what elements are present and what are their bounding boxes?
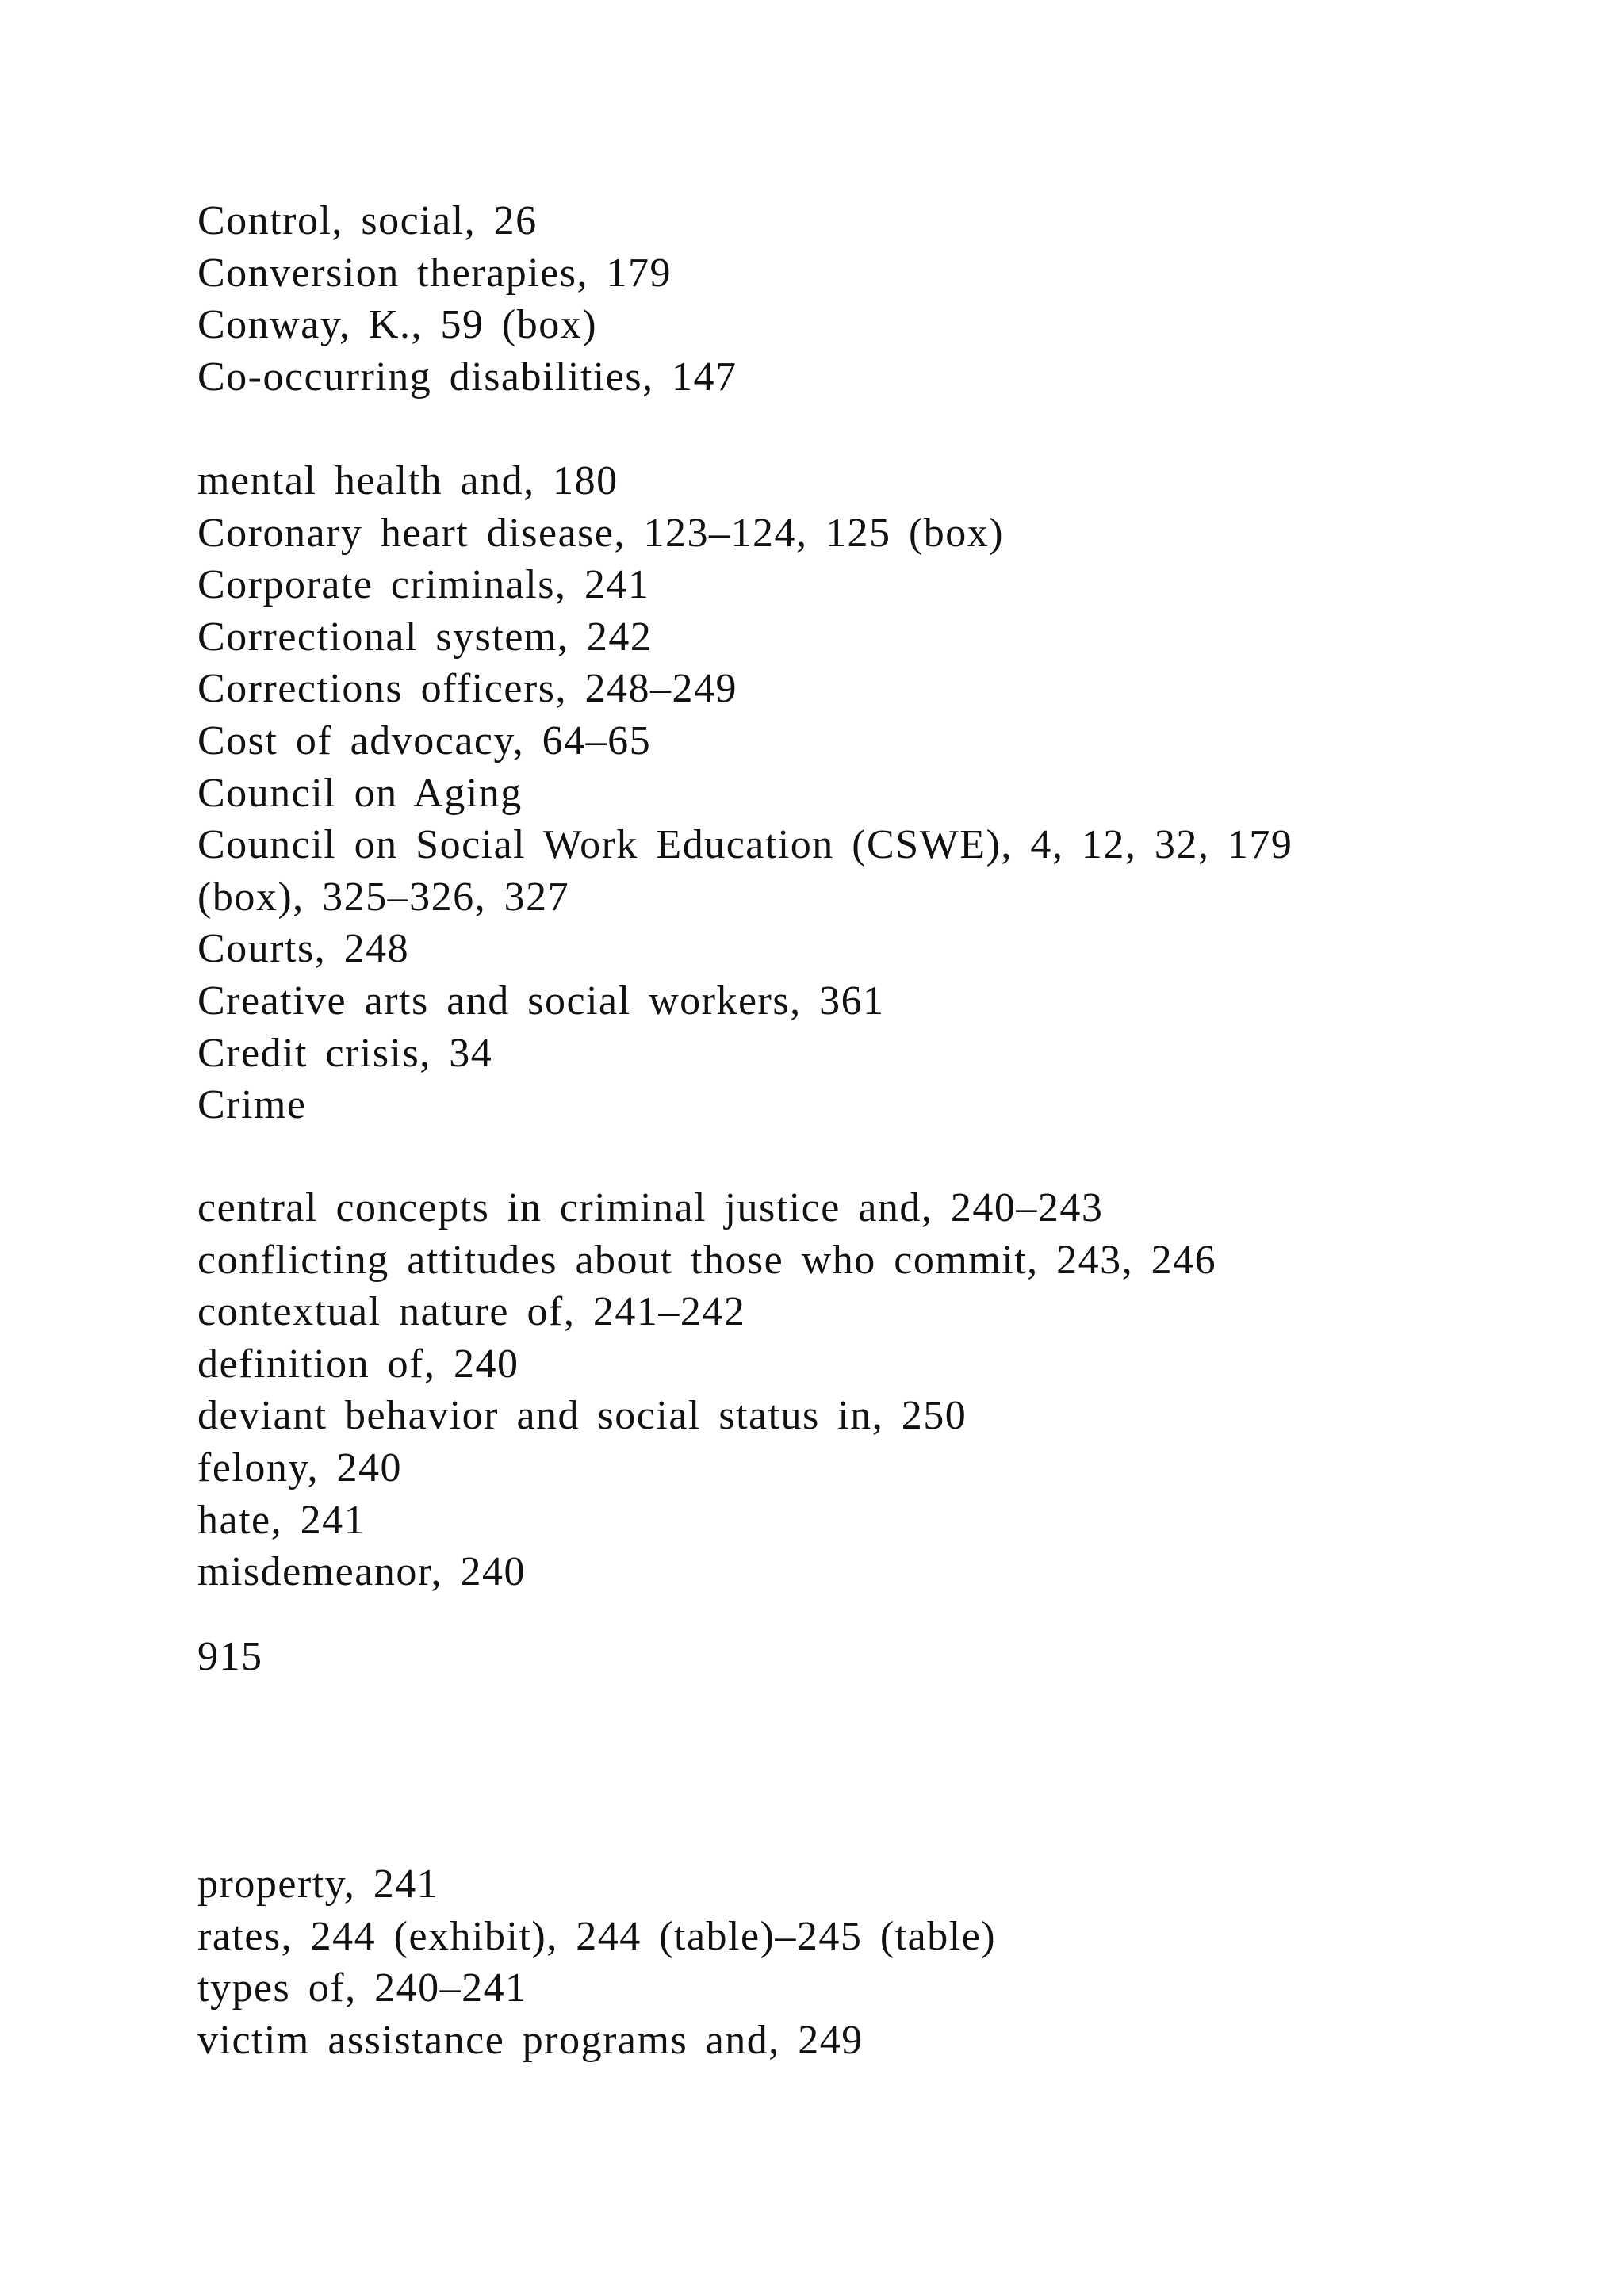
index-entry: Council on Aging [197,770,523,816]
index-subentry: hate, 241 [197,1497,366,1543]
index-entry: Conversion therapies, 179 [197,250,672,296]
index-entry: Creative arts and social workers, 361 [197,978,885,1024]
index-entry: Corporate criminals, 241 [197,562,650,608]
index-entry: mental health and, 180 [197,458,619,503]
index-subentry: conflicting attitudes about those who commit, 243, 246 [197,1237,1217,1283]
index-entry: Crime [197,1082,307,1128]
index-group-2 [197,455,1293,1131]
index-group-3 [197,1182,1216,1598]
index-subentry: felony, 240 [197,1445,402,1490]
index-subentry: misdemeanor, 240 [197,1549,527,1595]
index-subentry: central concepts in criminal justice and, 240–243 [197,1185,1104,1230]
index-entry: Council on Social Work Education (CSWE), 4, 12, 32, 179 [197,822,1293,868]
index-entry: Cost of advocacy, 64–65 [197,718,652,763]
index-entry: Co-occurring disabilities, 147 [197,354,737,400]
index-group-1 [197,195,737,403]
index-subentry: property, 241 [197,1862,439,1907]
index-entry-continuation: (box), 325–326, 327 [197,874,570,920]
index-subentry: deviant behavior and social status in, 250 [197,1393,967,1439]
index-subentry: contextual nature of, 241–242 [197,1289,746,1335]
index-entry: Control, social, 26 [197,198,538,243]
index-entry: Coronary heart disease, 123–124, 125 (box) [197,510,1005,556]
index-subentry: definition of, 240 [197,1341,519,1387]
index-group-4 [197,1858,996,2066]
index-entry: Credit crisis, 34 [197,1030,493,1076]
index-entry: Courts, 248 [197,926,410,972]
index-entry: Correctional system, 242 [197,614,653,660]
index-entry: Corrections officers, 248–249 [197,666,737,712]
index-entry: Conway, K., 59 (box) [197,302,598,348]
index-subentry: types of, 240–241 [197,1965,527,2011]
index-subentry: victim assistance programs and, 249 [197,2017,864,2063]
page-number: 915 [197,1634,263,1679]
page-number-block [197,1631,263,1683]
index-subentry: rates, 244 (exhibit), 244 (table)–245 (table) [197,1913,997,1959]
